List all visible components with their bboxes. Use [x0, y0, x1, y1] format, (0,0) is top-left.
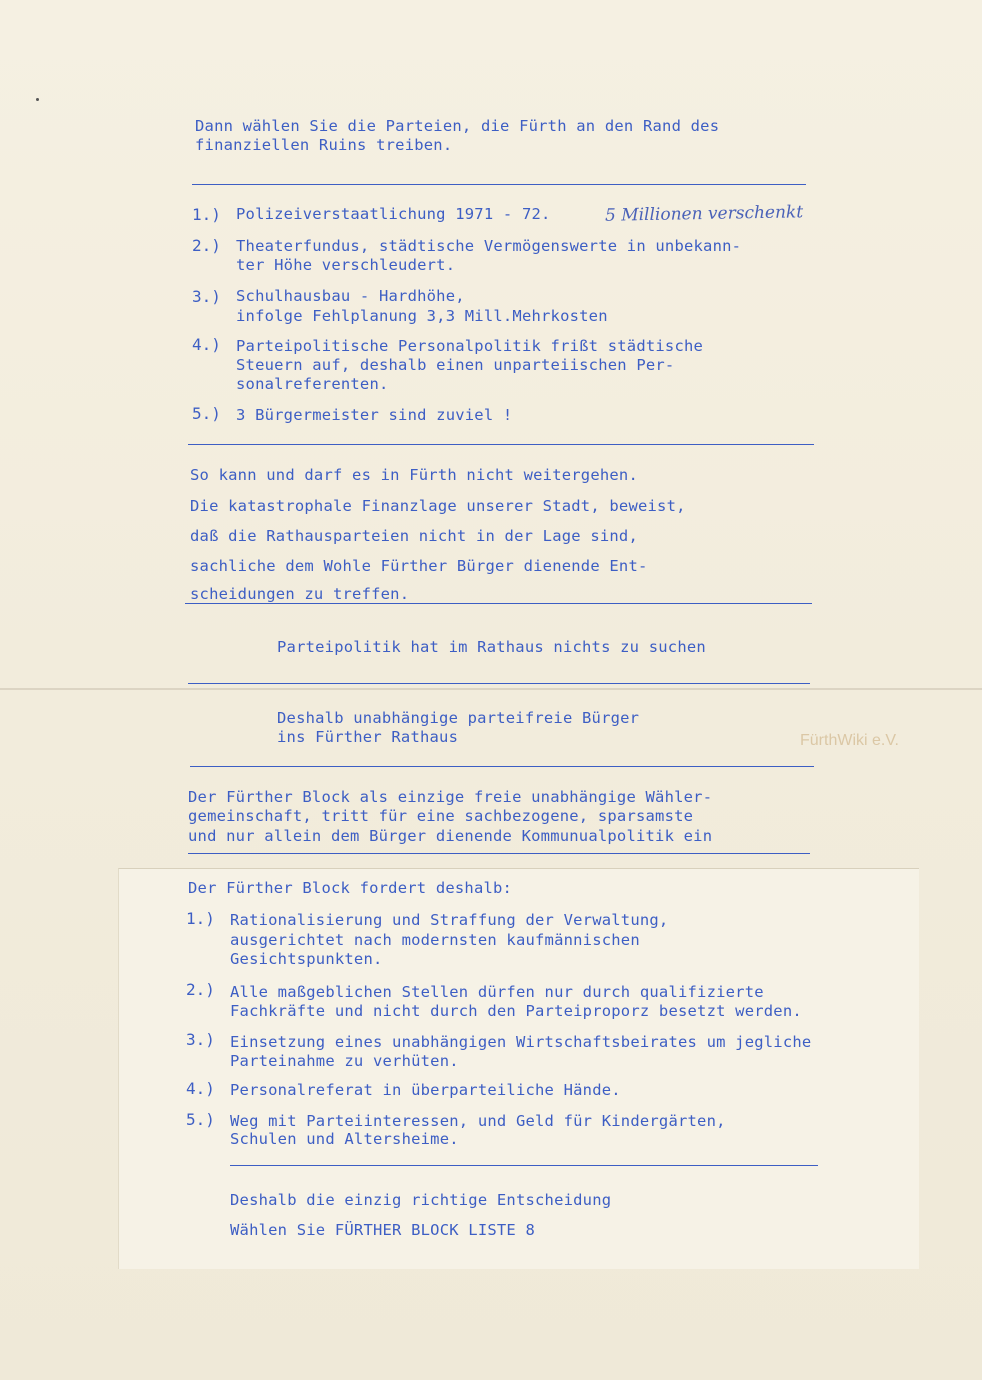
paragraph-line: daß die Rathausparteien nicht in der Lage sind,: [190, 527, 638, 545]
slogan-line: ins Fürther Rathaus: [277, 728, 459, 746]
list-item-text: Schulen und Altersheime.: [230, 1130, 459, 1148]
list-item-text: Parteipolitische Personalpolitik frißt städtische: [236, 337, 704, 355]
divider: [188, 853, 810, 854]
list-item-text: infolge Fehlplanung 3,3 Mill.Mehrkosten: [236, 307, 608, 325]
demands-heading: Der Fürther Block fordert deshalb:: [188, 879, 513, 897]
handwritten-note: 5 Millionen verschenkt: [604, 202, 804, 226]
closing-line: Wählen Sie FÜRTHER BLOCK LISTE 8: [230, 1221, 536, 1239]
list-item-text: Gesichtspunkten.: [230, 950, 383, 968]
divider: [190, 766, 814, 767]
list-item-text: Rationalisierung und Straffung der Verwaltung,: [230, 911, 669, 929]
list-item-text: Theaterfundus, städtische Vermögenswerte in unbekann-: [236, 237, 742, 255]
divider: [188, 683, 810, 684]
speck: [36, 98, 39, 101]
list-item-text: Alle maßgeblichen Stellen dürfen nur durch qualifizierte: [230, 983, 764, 1001]
divider: [185, 603, 812, 604]
paragraph-line: scheidungen zu treffen.: [190, 585, 410, 603]
slogan-line: Deshalb unabhängige parteifreie Bürger: [277, 709, 640, 727]
paragraph-line: Die katastrophale Finanzlage unserer Stadt, beweist,: [190, 497, 686, 515]
list-item-number: 5.): [186, 1110, 215, 1129]
paragraph-line: sachliche dem Wohle Fürther Bürger dienende Ent-: [190, 557, 648, 575]
list-item-text: Personalreferat in überparteiliche Hände.: [230, 1081, 621, 1099]
intro-line-1: Dann wählen Sie die Parteien, die Fürth an den Rand des: [195, 117, 720, 135]
list-item-text: Einsetzung eines unabhängigen Wirtschaftsbeirates um jegliche: [230, 1033, 812, 1051]
list-item-text: 3 Bürgermeister sind zuviel !: [236, 406, 513, 424]
watermark: FürthWiki e.V.: [800, 732, 899, 749]
list-item-text: Fachkräfte und nicht durch den Parteiproporz besetzt werden.: [230, 1002, 802, 1020]
list-item-number: 3.): [186, 1030, 215, 1049]
list-item-number: 1.): [186, 909, 215, 928]
list-item-text: sonalreferenten.: [236, 375, 389, 393]
intro-line-2: finanziellen Ruins treiben.: [195, 136, 453, 154]
list-item-text: ter Höhe verschleudert.: [236, 256, 456, 274]
list-item-number: 2.): [192, 236, 221, 255]
list-item-number: 2.): [186, 980, 215, 999]
fold-line: [0, 688, 982, 690]
list-item-text: Steuern auf, deshalb einen unparteiischen Per-: [236, 356, 675, 374]
list-item-text: ausgerichtet nach modernsten kaufmännischen: [230, 931, 640, 949]
list-item-text: Parteinahme zu verhüten.: [230, 1052, 459, 1070]
paragraph-line: und nur allein dem Bürger dienende Kommunualpolitik ein: [188, 827, 713, 845]
list-item-text: Schulhausbau - Hardhöhe,: [236, 287, 465, 305]
slogan: Parteipolitik hat im Rathaus nichts zu suchen: [277, 638, 706, 656]
divider: [192, 184, 806, 185]
paragraph-line: gemeinschaft, tritt für eine sachbezogene, sparsamste: [188, 807, 694, 825]
divider: [188, 444, 814, 445]
divider: [230, 1165, 818, 1166]
list-item-number: 5.): [192, 404, 221, 423]
list-item-text: Polizeiverstaatlichung 1971 - 72.: [236, 205, 551, 223]
paragraph-line: Der Fürther Block als einzige freie unabhängige Wähler-: [188, 788, 713, 806]
list-item-text: Weg mit Parteiinteressen, und Geld für Kindergärten,: [230, 1112, 726, 1130]
list-item-number: 1.): [192, 205, 221, 224]
paragraph-line: So kann und darf es in Fürth nicht weitergehen.: [190, 466, 638, 484]
list-item-number: 3.): [192, 287, 221, 306]
closing-line: Deshalb die einzig richtige Entscheidung: [230, 1191, 612, 1209]
list-item-number: 4.): [192, 335, 221, 354]
list-item-number: 4.): [186, 1079, 215, 1098]
